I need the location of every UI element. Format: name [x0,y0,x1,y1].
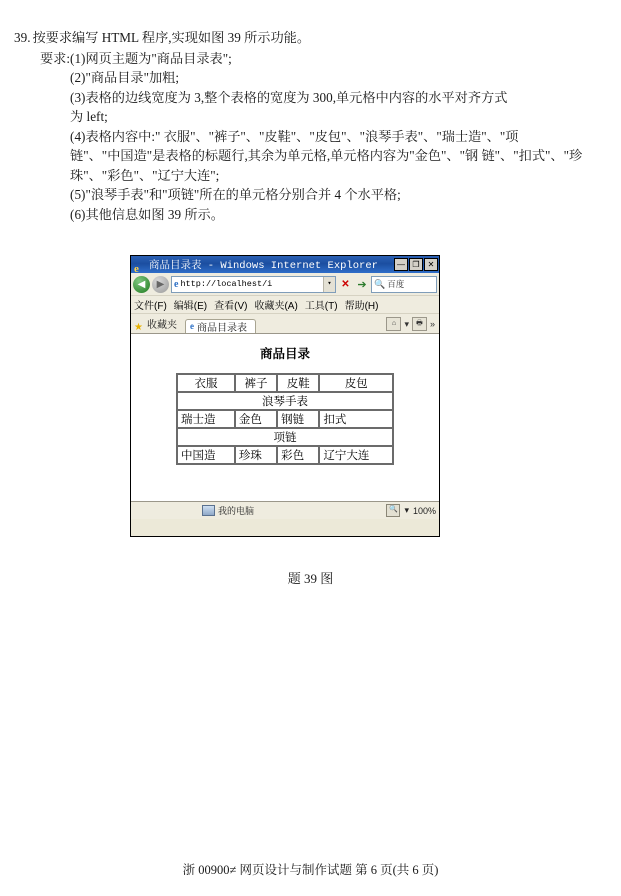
menu-item-help[interactable]: 帮助(H) [344,301,379,312]
address-dropdown-icon[interactable]: ▾ [323,277,335,292]
menu-item-file[interactable]: 文件(F) [134,301,167,312]
minimize-button[interactable]: — [394,258,408,271]
maximize-button[interactable]: ❐ [409,258,423,271]
print-icon[interactable]: 🖶 [412,317,427,331]
requirements-items [70,49,608,225]
menu-item-favorites[interactable]: 收藏夹(A) [254,301,298,312]
table-cell: 中国造 [177,446,235,464]
requirement-key: (1) [70,50,86,66]
zoom-control[interactable] [386,504,436,517]
goods-catalog-table [176,373,394,465]
requirement-item [70,88,608,108]
browser-titlebar [131,256,439,273]
tab-label: 商品目录表 [196,322,247,334]
requirement-text: "商品目录"加粗; [85,70,179,85]
zoom-dropdown-icon[interactable]: ▾ [404,505,409,515]
table-header-cell: 裤子 [235,374,277,392]
close-button[interactable]: ✕ [424,258,438,271]
tab-favicon-icon: e [189,321,194,331]
tab-goods-catalog[interactable] [185,319,256,333]
table-merged-cell: 浪琴手表 [177,392,393,410]
table-header-cell: 衣服 [177,374,235,392]
search-icon: 🔍 [374,278,386,289]
toolbar-overflow-icon[interactable]: » [429,319,435,329]
page-footer: 浙 00900≠ 网页设计与制作试题 第 6 页(共 6 页) [182,863,439,877]
requirement-text: "浪琴手表"和"项链"所在的单元格分别合并 4 个水平格; [85,187,401,202]
menu-item-edit[interactable]: 编辑(E) [173,301,208,312]
requirement-text: 其他信息如图 39 所示。 [85,206,224,222]
address-url: http://localhest/i [180,279,273,289]
ie-logo-icon: e [134,262,139,275]
requirement-item [70,205,608,225]
requirements-label: 要求: [40,50,71,66]
stop-icon[interactable]: ✕ [341,278,350,290]
zoom-icon[interactable]: 🔍 [386,504,400,517]
table-cell: 彩色 [277,446,319,464]
address-toolbar [131,273,439,295]
question-title: 按要求编写 HTML 程序,实现如图 39 所示功能。 [32,30,311,45]
requirement-item [70,49,608,69]
menu-item-tools[interactable]: 工具(T) [304,301,338,312]
toolbar-right-group [386,317,439,333]
favorites-bar [131,313,439,333]
search-input[interactable] [371,276,437,293]
requirement-item [70,127,608,147]
table-cell: 钢链 [277,410,319,428]
forward-icon[interactable]: ▶ [152,276,169,293]
table-header-row [177,374,393,392]
favorites-label[interactable]: 收藏夹 [146,320,177,331]
requirement-key: (2) [70,70,86,85]
requirement-key: (4) [70,128,86,144]
page-heading: 商品目录 [259,347,310,361]
table-cell: 辽宁大连 [319,446,393,464]
question-heading [14,28,608,48]
table-cell: 金色 [235,410,277,428]
menu-bar [131,295,439,313]
requirement-text: 表格的边线宽度为 3,整个表格的宽度为 300,单元格中内容的水平对齐方式 [85,89,508,105]
web-page-content [131,333,439,501]
requirement-key: (3) [70,89,86,105]
requirement-item [70,68,608,88]
home-dropdown-icon[interactable]: ▾ [404,318,409,329]
browser-window-figure [130,255,440,537]
requirements-row [40,49,608,225]
question-number: 39. [14,30,31,45]
page-favicon-icon: e [174,278,179,290]
table-row [177,392,393,410]
question-block [14,28,608,224]
table-header-cell: 皮鞋 [277,374,319,392]
requirement-continuation: 链"、"扣式"、"珍珠"、"彩色"、"辽宁大连"; [70,148,583,183]
security-zone-label: 我的电脑 [218,506,255,516]
status-bar [131,501,439,519]
security-zone [202,504,254,517]
requirement-text: 表格内容中:" 衣服"、"裤子"、"皮鞋"、"皮包"、"浪琴手表"、"瑞士造"、"项 [85,128,519,144]
menu-item-view[interactable]: 查看(V) [214,301,248,312]
table-row [177,410,393,428]
computer-icon [202,505,215,516]
requirement-key: (5) [70,187,86,202]
requirement-continuation: 链"、"中国造"是表格的标题行,其余为单元格,单元格内容为"金色"、"钢 [70,148,479,163]
table-cell: 珍珠 [235,446,277,464]
window-title: 商品目录表 - Windows Internet Explorer [149,260,378,272]
back-icon[interactable]: ◀ [133,276,150,293]
favorites-star-icon[interactable]: ★ [134,322,143,333]
table-cell: 瑞士造 [177,410,235,428]
table-cell: 扣式 [319,410,393,428]
table-row [177,428,393,446]
address-input[interactable] [171,276,336,293]
window-controls [394,258,438,271]
requirement-text: 网页主题为"商品目录表"; [85,50,232,66]
requirement-key: (6) [70,206,86,222]
requirement-continuation: 为 left; [70,109,108,124]
requirement-item [70,185,608,205]
table-merged-cell: 项链 [177,428,393,446]
table-row [177,446,393,464]
table-header-cell: 皮包 [319,374,393,392]
refresh-icon[interactable]: ➔ [357,278,367,291]
zoom-level: 100% [412,505,436,516]
home-icon[interactable]: ⌂ [386,317,401,331]
figure-caption: 题 39 图 [287,571,334,586]
search-placeholder: 百度 [387,279,405,289]
requirements-block [14,49,608,225]
